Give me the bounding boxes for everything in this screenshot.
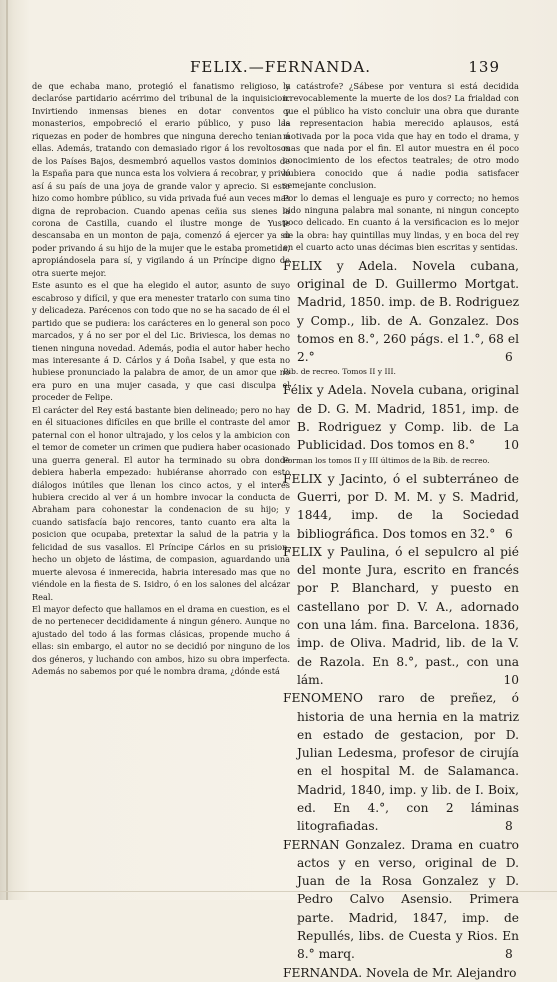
page-number: 139 — [468, 58, 500, 76]
right-column — [283, 80, 519, 982]
left-paragraph: de que echaba mano, protegió el fanatismo religioso, y declaróse partidario acérrimo del tribunal de la inquisicion. Invirtiendo inmensas bienes en dotar conventos y monasterios, empobreció el erario público, y puso las riquezas en poder de hombres que ninguna derecho tenian á ellas. Además, tratando con demasiado rigor á los revoltosos de los Países Bajos, desmembró aquellos vastos dominios de la España para que nunca esta los volviera á recobrar, y privó así á su país de una joya de grande valor y aprecio. Si esto hizo como hombre público, su vida privada fué aun veces mas digna de reprobacion. Cuando apenas ceñia sus sienes la corona de Castilla, cuando el ilustre monge de Yuste descansaba en un monton de paja, comenzó á ejercer ya su poder privando á su hijo de la mujer que le estaba prometida, apropiándosela para sí, y vigilando á un Príncipe digno de otra suerte mejor. — [32, 81, 290, 278]
entry-price-mark: 10 — [503, 438, 519, 453]
entry-text: FELIX y Jacinto, ó el subterráneo de Guerri, por D. M. M. y S. Madrid, 1844, imp. de la Sociedad bibliográfica. Dos tomos en 32.° — [283, 471, 519, 541]
catalog-entry: FENOMENO raro de preñez, ó historia de una hernia en la matriz en estado de gestacion, por D. Julian Ledesma, profesor de cirujía en el hospital M. de Salamanca. Madrid, 1840, imp. y lib. de I. Boix, ed. En 4.°, con 2 láminas litografiadas. 8 — [283, 691, 519, 834]
catalog-entry: FELIX y Adela. Novela cubana, original de D. Guillermo Mortgat. Madrid, 1850. imp. de B. Rodriguez y Comp., lib. de A. Gonzalez. Dos tomos en 8.°, 260 págs. el 1.°, 68 el 2.° 6 — [283, 258, 519, 365]
entry-text: FELIX y Adela. Novela cubana, original de D. Guillermo Mortgat. Madrid, 1850. imp. de B. Rodriguez y Comp., lib. de A. Gonzalez. Dos tomos en 8.°, 260 págs. el 1.°, 68 el 2.° — [283, 258, 519, 365]
page-bottom-edge — [0, 891, 557, 892]
right-paragraph: la catástrofe? ¿Sábese por ventura si está decidida irrevocablemente la muerte de los dos? La frialdad con que el público ha visto concluir una obra que durante la representacion habia merecido aplausos, está motivada por la poca vida que hay en todo el drama, y mas que nada por el fin. El autor muestra en él poco conocimiento de los efectos teatrales; de otro modo hubiera conocido que á nadie podia satisfacer semejante conclusion. — [283, 81, 519, 191]
catalog-entry — [283, 543, 519, 689]
entry-text: FERNANDA. Novela de Mr. Alejandro — [283, 965, 517, 980]
catalog-entry — [283, 381, 519, 454]
page-gutter — [6, 0, 8, 900]
left-column — [32, 80, 290, 678]
entry-text: FERNAN Gonzalez. Drama en cuatro actos y en verso, original de D. Juan de la Rosa Gonzalez y D. Pedro Calvo Asensio. Primera parte. Madrid, 1847, imp. de Repullés, libs. de Cuesta y Rios. En 8.° marq. — [283, 837, 519, 962]
entry-text: Félix y Adela. Novela cubana, original de D. G. M. Madrid, 1851, imp. de B. Rodriguez y Comp. lib. de La Publicidad. Dos tomos en 8.° — [283, 383, 519, 453]
left-paragraph: El mayor defecto que hallamos en el drama en cuestion, es el de no pertenecer decididamente á ningun género. Aunque no ajustado del todo á las formas clásicas, propende mucho á ellas: sin embargo, el autor no se decidió por ninguno de los dos géneros, y luchando con ambos, hizo su obra imperfecta. Además no sabemos por qué le nombra drama, ¿dónde está — [32, 604, 290, 677]
left-paragraph: El carácter del Rey está bastante bien delineado; pero no hay en él situaciones difíciles en que brille el contraste del amor paternal con el honor ultrajado, y los celos y la ambicion con el temor de cometer un crimen que pudiera haber ocasionado una guerra general. El autor ha terminado su obra donde debiera haberla empezado: hubiéranse ahorrado con esto diálogos inútiles que llenan los cinco actos, y el interés hubiera crecido al ver á un hombre invocar la conducta de Abraham para cohonestar la condenacion de su hijo; y cuando satisfacía bajo rencores, tanto cuanto era alta la posicion que ocupaba, pretextar la salud de la patria y la felicidad de sus vasallos. El Príncipe Cárlos en su prision, hecho un objeto de lástima, de compasion, aguardando una muerte alevosa é inmerecida, habria interesado mas que no viéndole en la fiesta de S. Isidro, ó en los salones del alcázar Real. — [32, 404, 290, 602]
running-title: FELIX.—FERNANDA. — [190, 58, 372, 76]
entry-note: Forman los tomos II y III últimos de la Bib. de recreo. — [283, 455, 490, 465]
catalog-entry: FELIX y Jacinto, ó el subterráneo de Guerri, por D. M. M. y S. Madrid, 1844, imp. de la Sociedad bibliográfica. Dos tomos en 32.° 6 — [283, 471, 519, 541]
entry-text: FENOMENO raro de preñez, ó historia de una hernia en la matriz en estado de gestacion, por D. Julian Ledesma, profesor de cirujía en el hospital M. de Salamanca. Madrid, 1840, imp. y lib. de I. Boix, ed. En 4.°, con 2 láminas litografiadas. — [283, 691, 519, 834]
running-header — [190, 58, 500, 80]
left-paragraph: Este asunto es el que ha elegido el autor, asunto de suyo escabroso y difícil, y que era menester tratarlo con suma tino y delicadeza. Parécenos con todo que no se ha sacado de él el partido que se pudiera: los carácteres en lo general son poco marcados, y á no ser por el del Lic. Briviesca, los demas no tienen ninguna novedad. Además, podia el autor haber hecho mas interesante á D. Cárlos y á Doña Isabel, y que esta no hubiese pronunciado la palabra de amor, de un amor que no era puro en una mujer casada, y que casi disculpa el proceder de Felipe. — [32, 280, 290, 403]
entry-price-mark: 10 — [503, 672, 519, 687]
entry-text: FELIX y Paulina, ó el sepulcro al pié del monte Jura, escrito en francés por P. Blanchard, y puesto en castellano por D. V. A., adornado con una lám. fina. Barcelona. 1836, imp. de Oliva. Madrid, lib. de la V. de Razola. En 8.°, past., con una lám. — [283, 544, 519, 687]
catalog-entry: FERNAN Gonzalez. Drama en cuatro actos y en verso, original de D. Juan de la Rosa Gonzalez y D. Pedro Calvo Asensio. Primera parte. Madrid, 1847, imp. de Repullés, libs. de Cuesta y Rios. En 8.° marq. 8 — [283, 837, 519, 962]
catalog-entries — [283, 257, 519, 982]
right-paragraph: Por lo demas el lenguaje es puro y correcto; no hemos oido ninguna palabra mal sonante, ni ningun concepto poco delicado. En cuanto á la versificacion es lo mejor de la obra: hay quintillas muy lindas, y en boca del rey en el cuarto acto unas décimas bien escritas y sentidas. — [283, 192, 519, 253]
entry-note: Bib. de recreo. Tomos II y III. — [283, 367, 396, 377]
catalog-entry — [283, 964, 519, 982]
